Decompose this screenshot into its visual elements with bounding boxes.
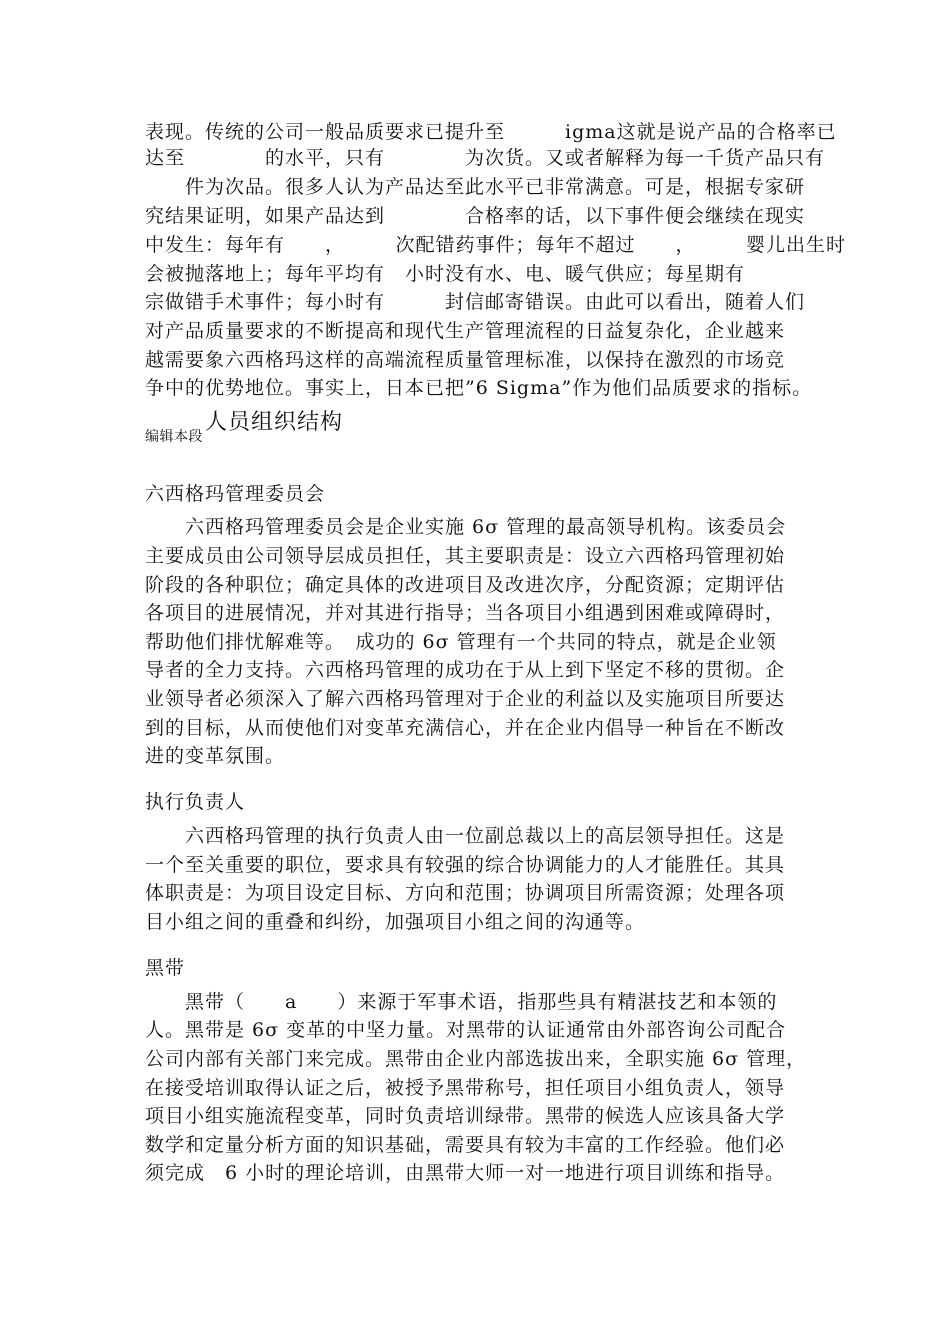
black-belt-line-4: 在接受培训取得认证之后，被授予黑带称号，担任项目小组负责人，领导 — [145, 1077, 786, 1099]
section-title: 人员组织结构 — [205, 410, 344, 435]
black-belt-line-1: 黑带（ a ）来源于军事术语，指那些具有精湛技艺和本领的 — [185, 991, 778, 1013]
executive-line-1: 六西格玛管理的执行负责人由一位副总裁以上的高层领导担任。这是 — [185, 825, 786, 847]
committee-line-6: 导者的全力支持。六西格玛管理的成功在于从上到下坚定不移的贯彻。企 — [145, 659, 786, 681]
black-belt-line-7: 须完成 6 小时的理论培训，由黑带大师一对一地进行项目训练和指导。 — [145, 1162, 786, 1184]
intro-line-3: 件为次品。很多人认为产品达至此水平已非常满意。可是，根据专家研 — [145, 176, 806, 198]
executive-line-4: 目小组之间的重叠和纠纷，加强项目小组之间的沟通等。 — [145, 911, 646, 933]
intro-line-5: 中发生：每年有 ， 次配错药事件；每年不超过 ， 婴儿出生时 — [145, 234, 847, 256]
edit-section-link[interactable]: 编辑本段 — [145, 429, 203, 445]
committee-heading: 六西格玛管理委员会 — [145, 483, 326, 505]
executive-heading: 执行负责人 — [145, 791, 246, 813]
committee-line-9: 进的变革氛围。 — [145, 745, 286, 767]
committee-line-3: 阶段的各种职位；确定具体的改进项目及改进次序，分配资源；定期评估 — [145, 574, 786, 596]
black-belt-heading: 黑带 — [145, 957, 186, 979]
intro-line-10: 争中的优势地位。事实上，日本已把”6 Sigma”作为他们品质要求的指标。 — [145, 377, 813, 399]
intro-line-7: 宗做错手术事件；每小时有 封信邮寄错误。由此可以看出，随着人们 — [145, 291, 806, 313]
intro-line-9: 越需要象六西格玛这样的高端流程质量管理标准，以保持在激烈的市场竞 — [145, 349, 786, 371]
committee-line-4: 各项目的进展情况，并对其进行指导；当各项目小组遇到困难或障碍时， — [145, 602, 786, 624]
intro-line-8: 对产品质量要求的不断提高和现代生产管理流程的日益复杂化，企业越来 — [145, 320, 786, 342]
intro-line-1: 表现。传统的公司一般品质要求已提升至 igma这就是说产品的合格率已 — [145, 121, 837, 143]
intro-line-6: 会被抛落地上；每年平均有 小时没有水、电、暖气供应；每星期有 — [145, 263, 746, 285]
committee-line-2: 主要成员由公司领导层成员担任，其主要职责是：设立六西格玛管理初始 — [145, 545, 786, 567]
committee-line-1: 六西格玛管理委员会是企业实施 6σ 管理的最高领导机构。该委员会 — [185, 516, 787, 538]
intro-line-2: 达至 的水平，只有 为次货。又或者解释为每一千货产品只有 — [145, 147, 826, 169]
executive-line-2: 一个至关重要的职位，要求具有较强的综合协调能力的人才能胜任。其具 — [145, 854, 786, 876]
black-belt-line-3: 公司内部有关部门来完成。黑带由企业内部选拔出来，全职实施 6σ 管理， — [145, 1048, 807, 1070]
committee-line-5: 帮助他们排忧解难等。 成功的 6σ 管理有一个共同的特点，就是企业领 — [145, 631, 777, 653]
black-belt-line-2: 人。黑带是 6σ 变革的中坚力量。对黑带的认证通常由外部咨询公司配合 — [145, 1019, 787, 1041]
black-belt-line-6: 数学和定量分析方面的知识基础，需要具有较为丰富的工作经验。他们必 — [145, 1134, 786, 1156]
executive-line-3: 体职责是：为项目设定目标、方向和范围；协调项目所需资源；处理各项 — [145, 882, 786, 904]
intro-line-4: 究结果证明，如果产品达到 合格率的话，以下事件便会继续在现实 — [145, 205, 806, 227]
black-belt-line-5: 项目小组实施流程变革，同时负责培训绿带。黑带的候选人应该具备大学 — [145, 1105, 786, 1127]
committee-line-7: 业领导者必须深入了解六西格玛管理对于企业的利益以及实施项目所要达 — [145, 688, 786, 710]
committee-line-8: 到的目标，从而使他们对变革充满信心，并在企业内倡导一种旨在不断改 — [145, 717, 786, 739]
